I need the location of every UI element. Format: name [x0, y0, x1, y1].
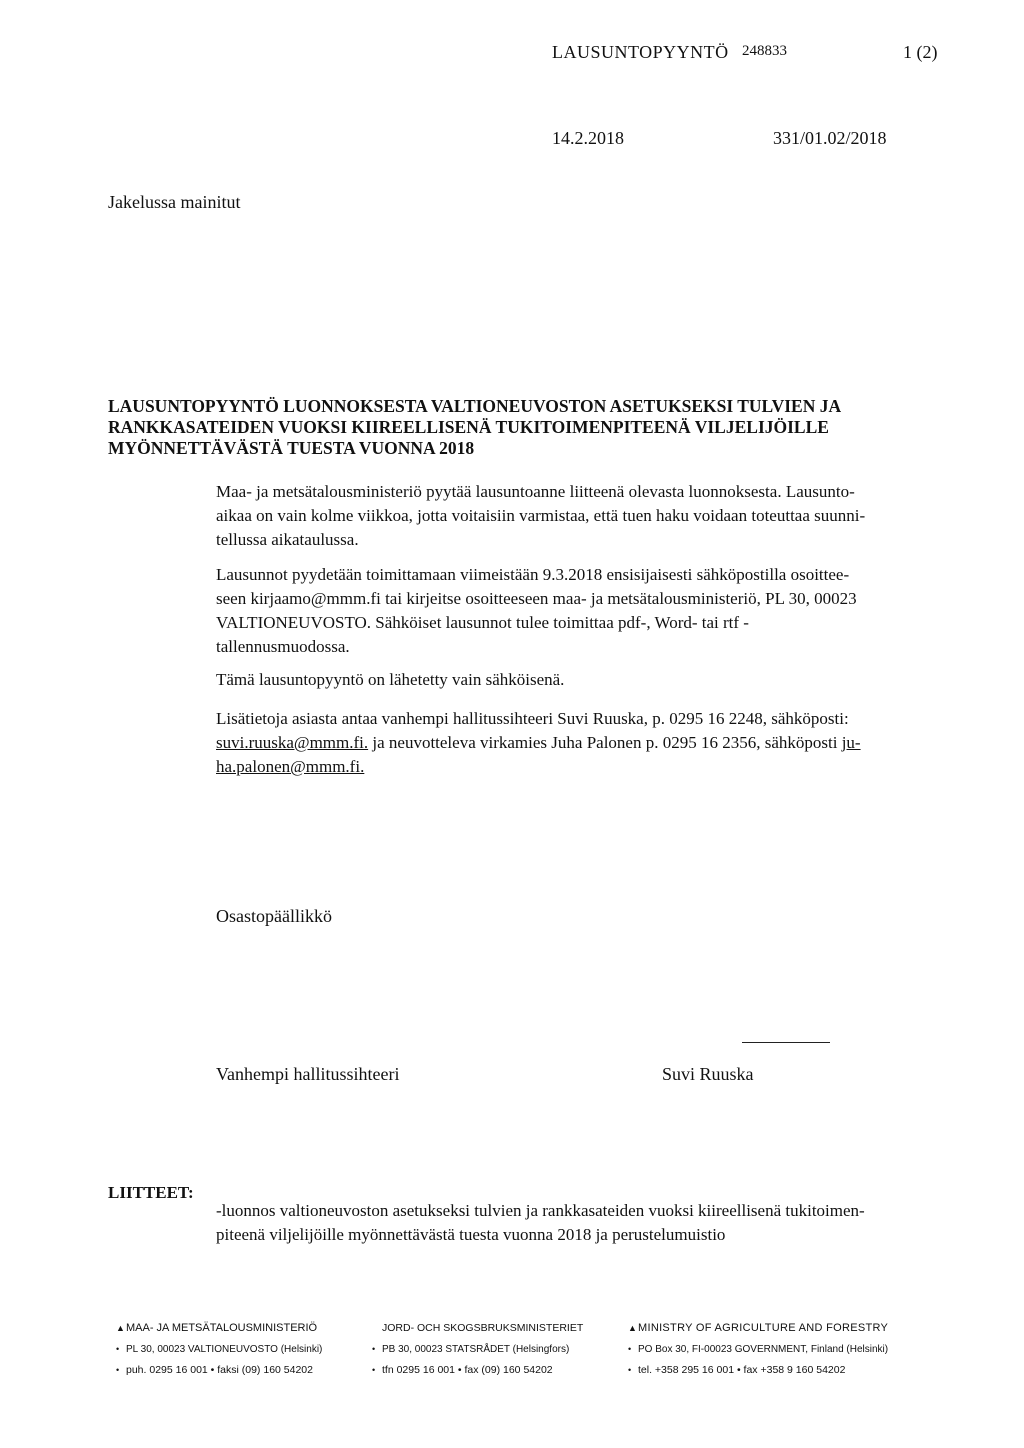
- page-number: 1 (2): [903, 42, 938, 62]
- bullet-icon: •: [372, 1344, 376, 1354]
- attachment-line: -luonnos valtioneuvoston asetukseksi tulvien ja rankkasateiden vuoksi kiireellisenä tukitoimen-: [216, 1201, 865, 1220]
- recipient: Jakelussa mainitut: [108, 192, 241, 212]
- footer-address: PB 30, 00023 STATSRÅDET (Helsingfors): [382, 1344, 570, 1355]
- attachment-line: piteenä viljelijöille myönnettävästä tuesta vuonna 2018 ja perustelumuistio: [216, 1225, 726, 1244]
- footer-org-name: JORD- OCH SKOGSBRUKSMINISTERIET: [382, 1322, 584, 1334]
- email-link-juha-cont[interactable]: ha.palonen@mmm.fi.: [216, 757, 365, 776]
- paragraph-line: Lausunnot pyydetään toimittamaan viimeistään 9.3.2018 ensisijaisesti sähköpostilla osoittee-: [216, 565, 850, 584]
- footer-contact: tfn 0295 16 001 • fax (09) 160 54202: [382, 1364, 553, 1376]
- attachments-list: [216, 1199, 865, 1247]
- paragraph-line: Tämä lausuntopyyntö on lähetetty vain sähköisenä.: [216, 670, 565, 689]
- email-link-suvi[interactable]: suvi.ruuska@mmm.fi.: [216, 733, 369, 752]
- paragraph-electronic: [216, 668, 564, 692]
- signature-line: [742, 1042, 830, 1043]
- paragraph-line: Maa- ja metsätalousministeriö pyytää lausuntoanne liitteenä olevasta luonnoksesta. Lausunto-: [216, 482, 855, 501]
- document-date: 14.2.2018: [552, 128, 624, 148]
- document-type: LAUSUNTOPYYNTÖ: [552, 42, 729, 62]
- bullet-icon: •: [372, 1365, 376, 1375]
- signature-title-2: Vanhempi hallitussihteeri: [216, 1064, 400, 1084]
- attachments-label: LIITTEET:: [108, 1183, 194, 1202]
- signature-title-1: Osastopäällikkö: [216, 906, 332, 926]
- paragraph-line: tallennusmuodossa.: [216, 637, 350, 656]
- footer-org-name: MINISTRY OF AGRICULTURE AND FORESTRY: [638, 1322, 889, 1334]
- footer-contact: tel. +358 295 16 001 • fax +358 9 160 54202: [638, 1364, 846, 1376]
- footer-english: [628, 1318, 888, 1381]
- title-line: MYÖNNETTÄVÄSTÄ TUESTA VUONNA 2018: [108, 438, 475, 458]
- title-line: RANKKASATEIDEN VUOKSI KIIREELLISENÄ TUKITOIMENPITEENÄ VILJELIJÖILLE: [108, 417, 829, 437]
- paragraph-line: tellussa aikataulussa.: [216, 530, 359, 549]
- footer-address: PO Box 30, FI-00023 GOVERNMENT, Finland (Helsinki): [638, 1344, 889, 1355]
- email-link-juha[interactable]: ju-: [841, 733, 861, 752]
- footer-contact: puh. 0295 16 001 • faksi (09) 160 54202: [126, 1364, 313, 1376]
- paragraph-line: Lisätietoja asiasta antaa vanhempi hallitussihteeri Suvi Ruuska, p. 0295 16 2248, sähköposti:: [216, 709, 849, 728]
- paragraph-deadline: [216, 563, 857, 659]
- paragraph-line: seen kirjaamo@mmm.fi tai kirjeitse osoitteeseen maa- ja metsätalousministeriö, PL 30, 00023: [216, 589, 857, 608]
- bullet-icon: •: [116, 1365, 120, 1375]
- document-number: 248833: [742, 43, 787, 59]
- footer-org-name: MAA- JA METSÄTALOUSMINISTERIÖ: [126, 1322, 318, 1334]
- signature-name-2: Suvi Ruuska: [662, 1064, 754, 1084]
- footer-swedish: [372, 1318, 583, 1381]
- bullet-icon: •: [628, 1365, 632, 1375]
- footer-finnish: [116, 1318, 322, 1381]
- bullet-icon: •: [628, 1344, 632, 1354]
- paragraph-line: VALTIONEUVOSTO. Sähköiset lausunnot tulee toimittaa pdf-, Word- tai rtf -: [216, 613, 749, 632]
- paragraph-request: [216, 480, 865, 552]
- reference-number: 331/01.02/2018: [773, 128, 887, 148]
- document-title: [108, 396, 841, 459]
- triangle-icon: ▲: [116, 1323, 125, 1333]
- footer-address: PL 30, 00023 VALTIONEUVOSTO (Helsinki): [126, 1344, 323, 1355]
- paragraph-line: [216, 731, 861, 755]
- paragraph-line: [216, 755, 861, 779]
- paragraph-contact: [216, 707, 861, 779]
- title-line: LAUSUNTOPYYNTÖ LUONNOKSESTA VALTIONEUVOSTON ASETUKSEKSI TULVIEN JA: [108, 396, 842, 416]
- triangle-icon: ▲: [628, 1323, 637, 1333]
- paragraph-line: aikaa on vain kolme viikkoa, jotta voitaisiin varmistaa, että tuen haku voidaan toteuttaa suunni-: [216, 506, 866, 525]
- contact-text: ja neuvotteleva virkamies Juha Palonen p. 0295 16 2356, sähköposti: [368, 733, 842, 752]
- bullet-icon: •: [116, 1344, 120, 1354]
